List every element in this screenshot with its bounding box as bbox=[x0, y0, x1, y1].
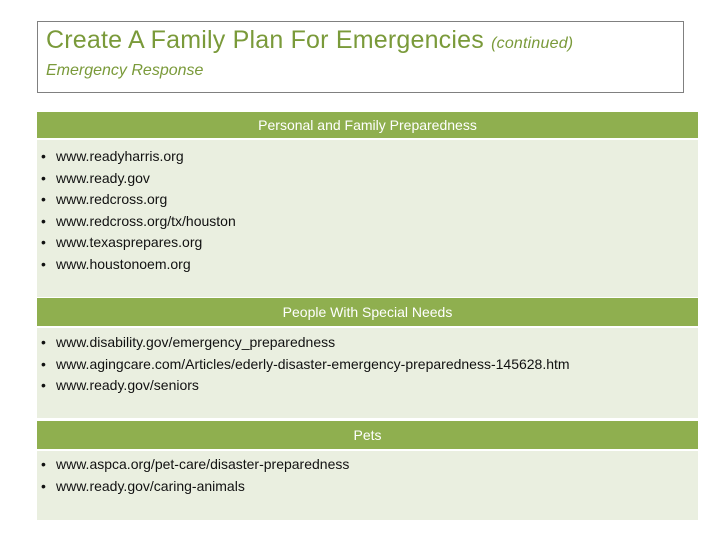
section-body-pets bbox=[37, 451, 698, 520]
list-item-link[interactable]: • www.disability.gov/emergency_preparedness bbox=[37, 332, 698, 354]
list-item-link[interactable]: • www.aspca.org/pet-care/disaster-preparedness bbox=[37, 454, 698, 476]
section-header-pets: Pets bbox=[37, 421, 698, 449]
link-list bbox=[37, 146, 698, 276]
list-item-link[interactable]: • www.ready.gov/seniors bbox=[37, 375, 698, 397]
list-item-link[interactable]: • www.redcross.org/tx/houston bbox=[37, 211, 698, 233]
title-box bbox=[37, 21, 684, 93]
list-item-link[interactable]: • www.redcross.org bbox=[37, 189, 698, 211]
link-list bbox=[37, 332, 698, 397]
page-title-suffix: (continued) bbox=[491, 35, 574, 52]
page-subtitle: Emergency Response bbox=[46, 62, 204, 79]
list-item-link[interactable]: • www.readyharris.org bbox=[37, 146, 698, 168]
section-header-personal-family: Personal and Family Preparedness bbox=[37, 112, 698, 138]
list-item-link[interactable]: • www.ready.gov bbox=[37, 168, 698, 190]
section-body-special-needs bbox=[37, 328, 698, 418]
page-title-text: Create A Family Plan For Emergencies bbox=[46, 26, 484, 54]
list-item-link[interactable]: • www.ready.gov/caring-animals bbox=[37, 476, 698, 498]
section-header-special-needs: People With Special Needs bbox=[37, 298, 698, 326]
link-list bbox=[37, 454, 698, 497]
page-title bbox=[46, 26, 573, 55]
list-item-link[interactable]: • www.texasprepares.org bbox=[37, 232, 698, 254]
list-item-link[interactable]: • www.houstonoem.org bbox=[37, 254, 698, 276]
section-body-personal-family bbox=[37, 140, 698, 297]
list-item-link[interactable]: • www.agingcare.com/Articles/ederly-disaster-emergency-preparedness-145628.htm bbox=[37, 354, 698, 376]
